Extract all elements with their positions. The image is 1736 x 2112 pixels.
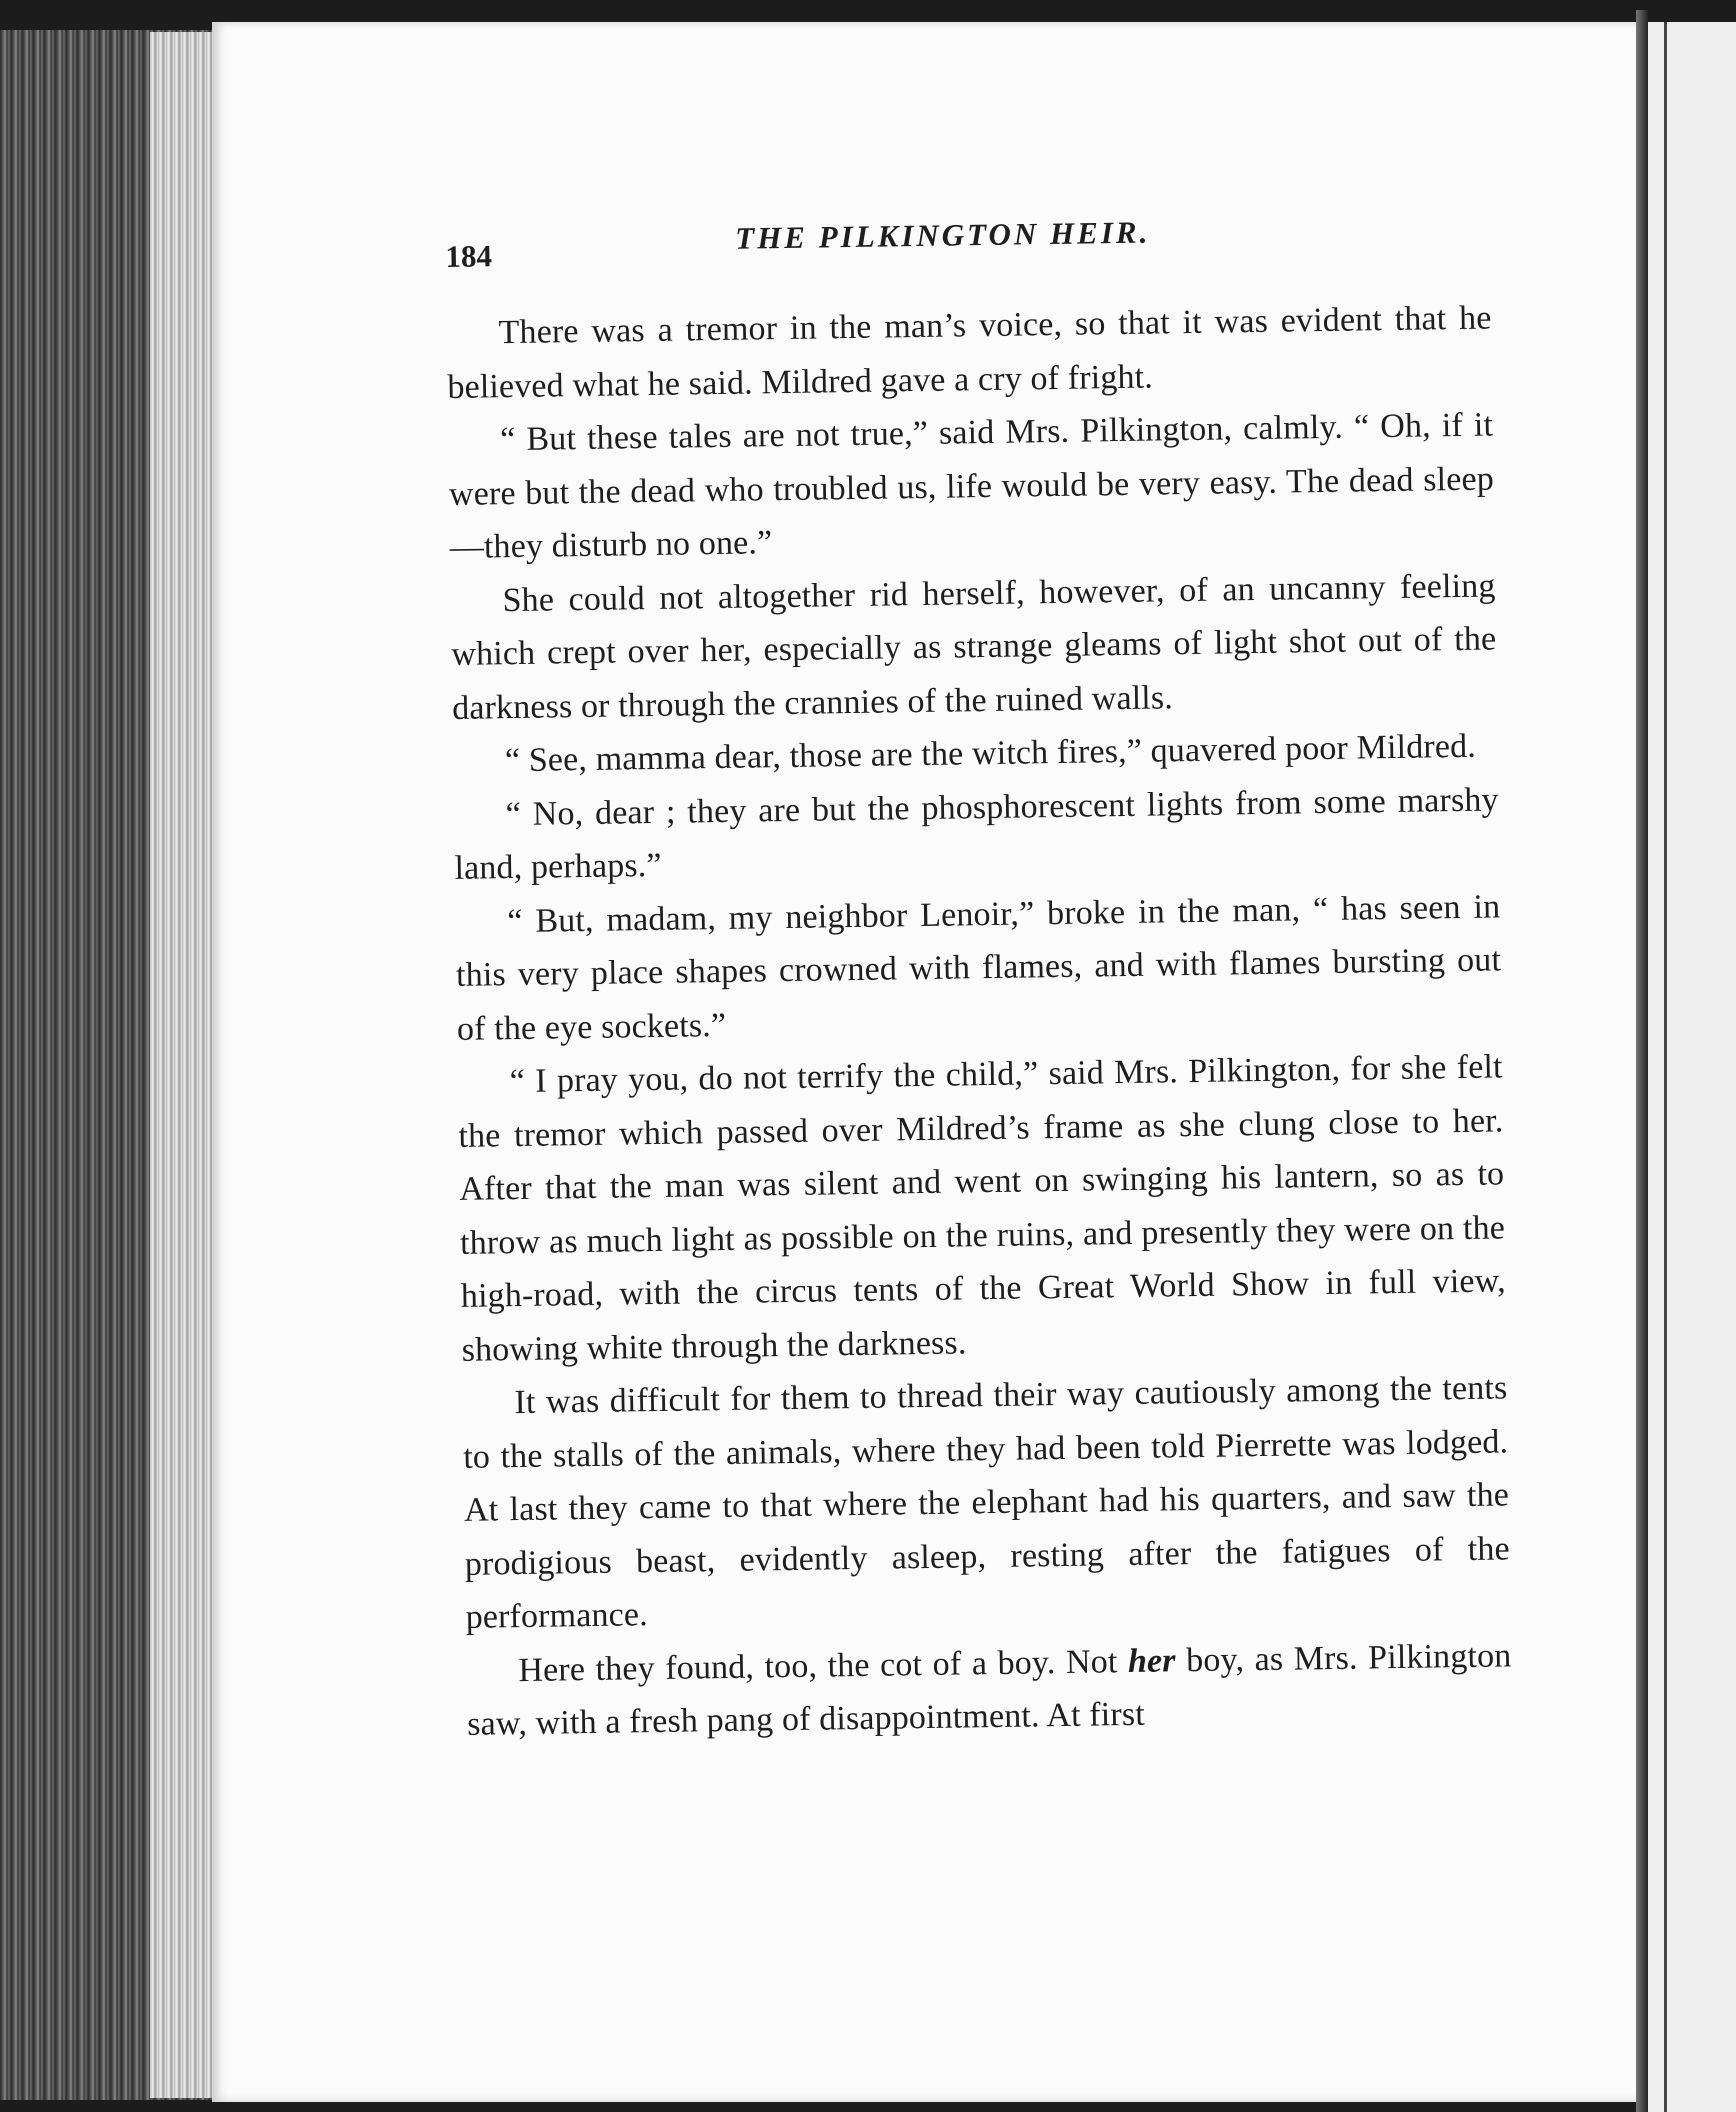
emphasis-her: her <box>1127 1641 1176 1680</box>
next-page-edge <box>1648 22 1736 2112</box>
paragraph: “ But these tales are not true,” said Mrs. Pilkington, calmly. “ Oh, if it were but the dead who troubled us, life would be very easy. The dead sleep—they disturb no one.” <box>448 406 1495 566</box>
text-after-emphasis: boy, as Mrs. Pilkington saw, with a fresh pang of disappointment. At first <box>466 1636 1512 1743</box>
page-edges-light <box>150 32 220 2098</box>
running-title: THE PILKINGTON HEIR. <box>734 214 1151 256</box>
paragraph: She could not altogether rid herself, however, of an uncanny feeling which crept over her, especially as strange gleams of light shot out of the darkness or through the crannies of the ruined walls. <box>451 566 1497 727</box>
paragraph: “ But, madam, my neighbor Lenoir,” broke in the man, “ has seen in this very place shapes crowned with flames, and with flames bursting out of the eye sockets.” <box>455 887 1502 1048</box>
text-block <box>445 209 1513 1751</box>
paragraph-last <box>466 1629 1512 1751</box>
paragraph: “ No, dear ; they are but the phosphorescent lights from some marshy land, perhaps.” <box>454 780 1499 887</box>
page-number: 184 <box>445 238 493 274</box>
paragraph: It was difficult for them to thread their way cautiously among the tents to the stalls of the animals, where they had been told Pierrette was lodged. At last they came to that where the elephant had his quarters, and saw the prodigious beast, evidently asleep, resting after the fatigues of the performance. <box>463 1369 1511 1636</box>
paragraph: “ See, mamma dear, those are the witch fires,” quavered poor Mildred. <box>504 727 1477 780</box>
paragraph: There was a tremor in the man’s voice, so that it was evident that he believed what he said. Mildred gave a cry of fright. <box>447 299 1492 406</box>
next-page-rule <box>1664 22 1667 2112</box>
text-before-emphasis: Here they found, too, the cot of a boy. Not <box>518 1642 1129 1689</box>
paragraph: “ I pray you, do not terrify the child,” said Mrs. Pilkington, for she felt the tremor which passed over Mildred’s frame as she clung close to her. After that the man was silent and went on swinging his lantern, so as to throw as much light as possible on the ruins, and presently they were on the high-road, with the circus tents of the Great World Show in full view, showing white through the darkness. <box>458 1048 1507 1369</box>
book-gutter <box>1636 10 1648 2112</box>
